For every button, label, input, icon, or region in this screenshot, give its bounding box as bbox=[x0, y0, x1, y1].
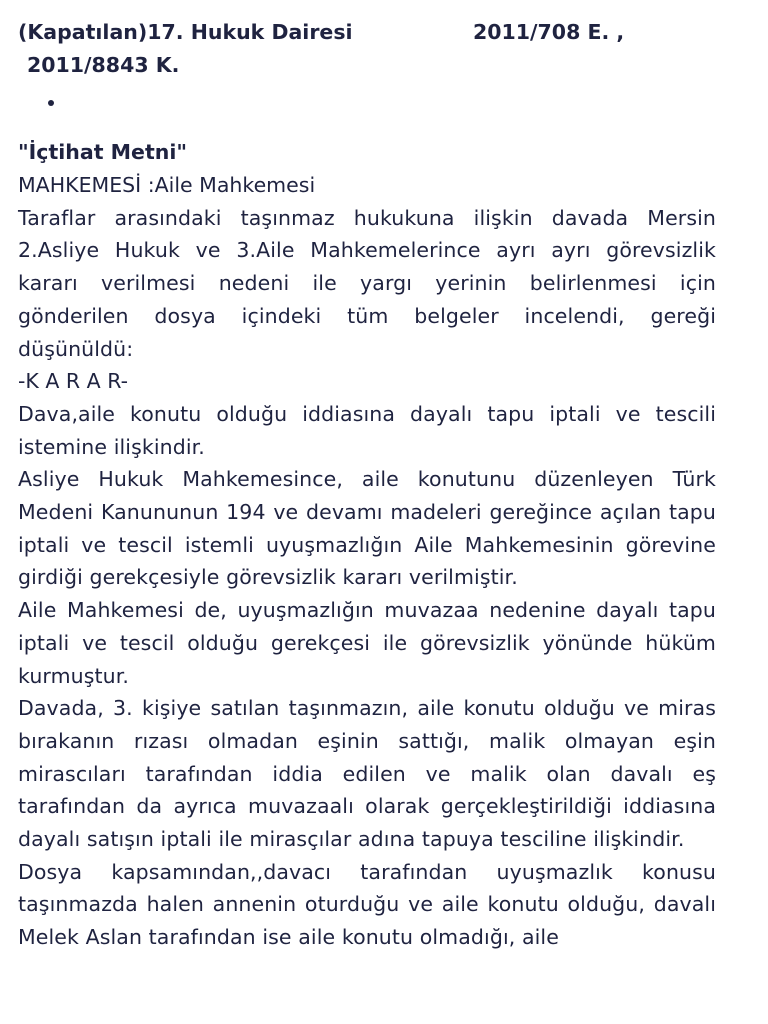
header-row bbox=[18, 16, 716, 49]
paragraph-dosya-kapsami: Dosya kapsamından,,davacı tarafından uyuşmazlık konusu taşınmazda halen annenin oturduğu ve aile konutu olduğu, davalı Melek Aslan tarafından ise aile konutu olmadığı, aile bbox=[18, 859, 716, 950]
document-page bbox=[18, 16, 716, 950]
document-title: "İçtihat Metni" bbox=[18, 140, 188, 164]
court-name: (Kapatılan)17. Hukuk Dairesi bbox=[18, 20, 353, 44]
paragraph-intro: Taraflar arasındaki taşınmaz hukukuna ilişkin davada Mersin 2.Asliye Hukuk ve 3.Aile Mahkemelerince ayrı ayrı görevsizlik kararı verilmesi nedeni ile yargı yerinin belirlenmesi için gönderilen dosya içindeki tüm belgeler incelendi, gereği düşünüldü: bbox=[18, 205, 716, 361]
paragraph-asliye-hukuk: Asliye Hukuk Mahkemesince, aile konutunu düzenleyen Türk Medeni Kanununun 194 ve devamı madeleri gereğince açılan tapu iptali ve tescil istemli uyuşmazlığın Aile Mahkemesinin görevine girdiği gerekçesiyle görevsizlik kararı verilmiştir. bbox=[18, 467, 716, 590]
paragraph-davada: Davada, 3. kişiye satılan taşınmazın, aile konutu olduğu ve miras bırakanın rızası olmadan eşinin sattığı, malik olmayan eşin mirascıları tarafından iddia edilen ve malik olan davalı eş tarafından da ayrıca muvazaalı olarak gerçekleştirildiği iddiasına dayalı satışın iptali ile mirasçılar adına tapuya tesciline ilişkindir. bbox=[18, 696, 716, 852]
case-header bbox=[18, 16, 716, 82]
court-line: MAHKEMESİ :Aile Mahkemesi bbox=[18, 173, 316, 197]
document-body bbox=[18, 169, 716, 954]
karar-number: 2011/8843 K. bbox=[27, 53, 180, 77]
paragraph-aile-mahkemesi: Aile Mahkemesi de, uyuşmazlığın muvazaa nedenine dayalı tapu iptali ve tescil olduğu gerekçesi ile görevsizlik yönünde hüküm kurmuştur. bbox=[18, 598, 716, 688]
paragraph-karar-heading: -K A R A R- bbox=[18, 369, 129, 394]
bullet-icon bbox=[48, 100, 54, 106]
esas-number: 2011/708 E. , bbox=[473, 20, 625, 44]
paragraph-dava: Dava,aile konutu olduğu iddiasına dayalı tapu iptali ve tescili istemine ilişkindir. bbox=[18, 401, 716, 459]
